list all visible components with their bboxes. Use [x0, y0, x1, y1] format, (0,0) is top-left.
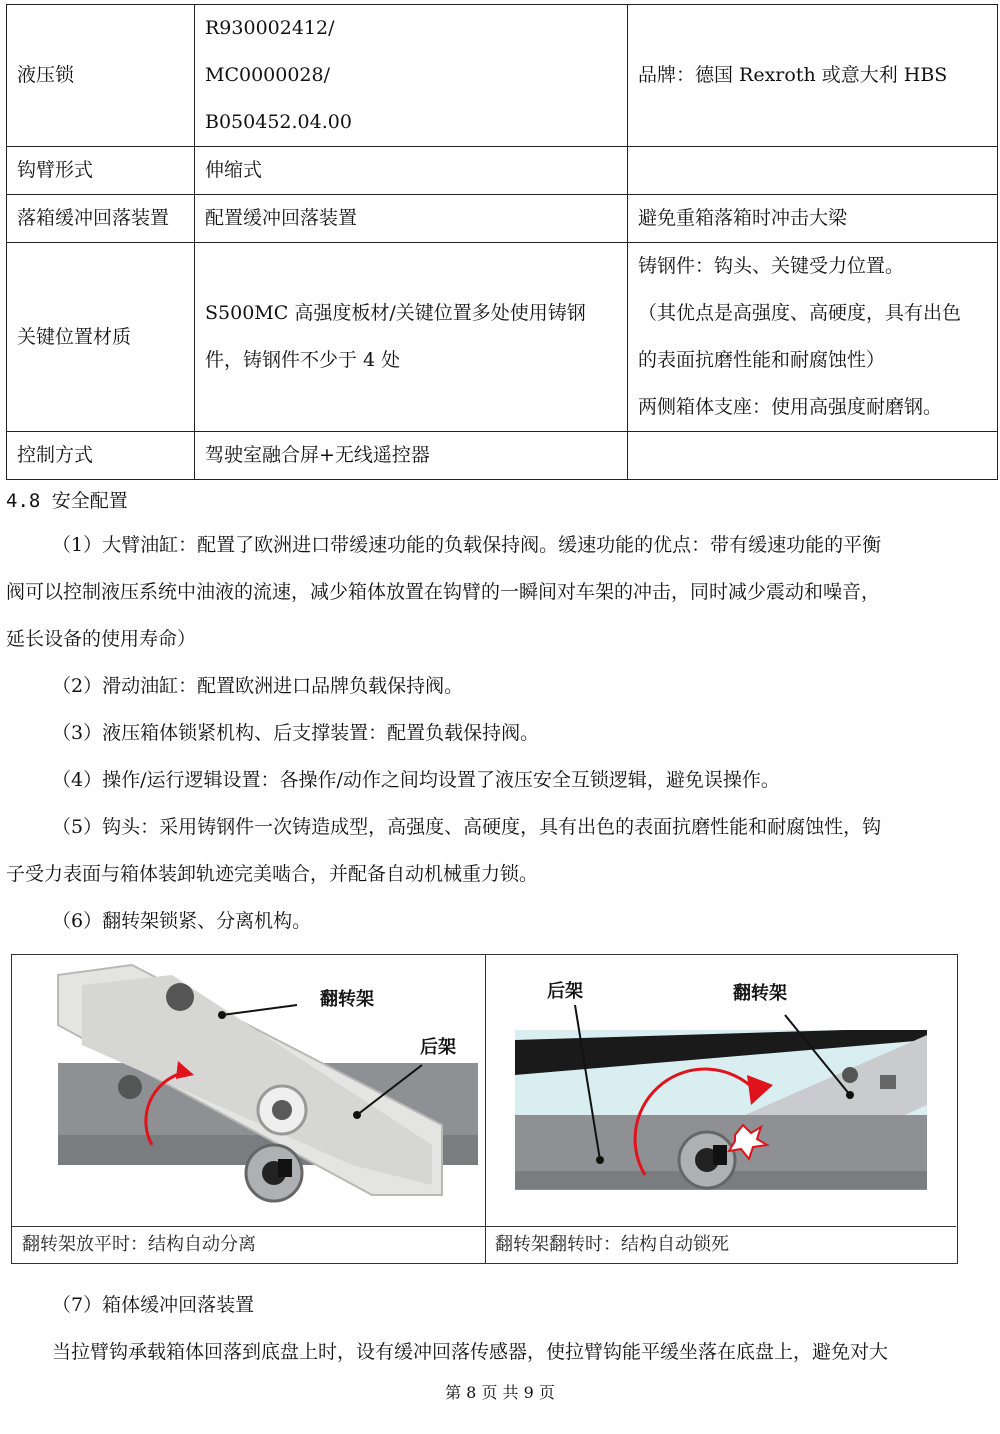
row-name: 关键位置材质 — [7, 243, 195, 432]
label-tilt-frame: 翻转架 — [320, 989, 374, 1010]
table-row — [7, 243, 998, 432]
figure-caption-tilted: 翻转架翻转时：结构自动锁死 — [485, 1226, 956, 1263]
paragraph-1 — [6, 522, 971, 569]
row-note: 避免重箱落箱时冲击大梁 — [628, 195, 998, 243]
row-note — [628, 432, 998, 480]
flat-mechanism-illustration — [12, 955, 485, 1227]
mechanism-figure — [11, 954, 958, 1264]
row-note — [628, 5, 998, 147]
table-row — [7, 147, 998, 195]
paragraph-5-cont: 子受力表面与箱体装卸轨迹完美啮合，并配备自动机械重力锁。 — [6, 863, 539, 885]
note-line: 两侧箱体支座：使用高强度耐磨钢。 — [638, 396, 943, 418]
row-spec: 伸缩式 — [195, 147, 628, 195]
row-spec — [195, 243, 628, 432]
spec-line: MC0000028/ — [205, 64, 331, 86]
row-spec: 配置缓冲回落装置 — [195, 195, 628, 243]
paragraph-2: （2）滑动油缸：配置欧洲进口品牌负载保持阀。 — [52, 675, 464, 697]
spec-line: 件，铸钢件不少于 4 处 — [205, 349, 401, 371]
figure-panel-tilted — [485, 955, 956, 1263]
spec-line: S500MC 高强度板材/关键位置多处使用铸钢 — [205, 302, 586, 324]
spec-table — [6, 4, 998, 480]
label-rear-frame: 后架 — [420, 1037, 456, 1058]
paragraph-line: 延长设备的使用寿命） — [6, 628, 197, 650]
table-row — [7, 432, 998, 480]
page-footer: 第 8 页 共 9 页 — [445, 1383, 555, 1402]
paragraph-8: 当拉臂钩承载箱体回落到底盘上时，设有缓冲回落传感器，使拉臂钩能平缓坐落在底盘上，避免对大 — [52, 1341, 889, 1363]
row-spec — [195, 5, 628, 147]
spec-line: B050452.04.00 — [205, 111, 352, 133]
row-spec: 驾驶室融合屏+无线遥控器 — [195, 432, 628, 480]
paragraph-7: （7）箱体缓冲回落装置 — [52, 1294, 255, 1316]
label-rear-frame: 后架 — [547, 981, 583, 1002]
note-line: 的表面抗磨性能和耐腐蚀性） — [638, 349, 886, 371]
paragraph-line: 阀可以控制液压系统中油液的流速，减少箱体放置在钩臂的一瞬间对车架的冲击，同时减少震动和噪音， — [6, 581, 881, 603]
row-name: 液压锁 — [7, 5, 195, 147]
row-note — [628, 243, 998, 432]
paragraph-4: （4）操作/运行逻辑设置：各操作/动作之间均设置了液压安全互锁逻辑，避免误操作。 — [52, 769, 780, 791]
paragraph-5: （5）钩头：采用铸钢件一次铸造成型，高强度、高硬度，具有出色的表面抗磨性能和耐腐蚀性，钩 — [52, 816, 882, 838]
row-note — [628, 147, 998, 195]
note-line: 铸钢件：钩头、关键受力位置。 — [638, 255, 905, 277]
figure-caption-flat: 翻转架放平时：结构自动分离 — [12, 1226, 485, 1263]
paragraph-6: （6）翻转架锁紧、分离机构。 — [52, 910, 312, 932]
paragraph-1-cont — [6, 569, 971, 663]
table-row — [7, 5, 998, 147]
section-heading: 4.8 安全配置 — [6, 490, 128, 512]
label-tilt-frame: 翻转架 — [733, 983, 787, 1004]
paragraph-3: （3）液压箱体锁紧机构、后支撑装置：配置负载保持阀。 — [52, 722, 540, 744]
row-name: 钩臂形式 — [7, 147, 195, 195]
row-name: 落箱缓冲回落装置 — [7, 195, 195, 243]
note-line: 品牌：德国 Rexroth 或意大利 HBS — [638, 64, 948, 86]
paragraph-line: （1）大臂油缸：配置了欧洲进口带缓速功能的负载保持阀。缓速功能的优点：带有缓速功能的平衡 — [52, 534, 882, 556]
note-line: （其优点是高强度、高硬度，具有出色 — [638, 302, 962, 324]
row-name: 控制方式 — [7, 432, 195, 480]
spec-line: R930002412/ — [205, 17, 335, 39]
table-row — [7, 195, 998, 243]
figure-panel-flat — [12, 955, 486, 1263]
